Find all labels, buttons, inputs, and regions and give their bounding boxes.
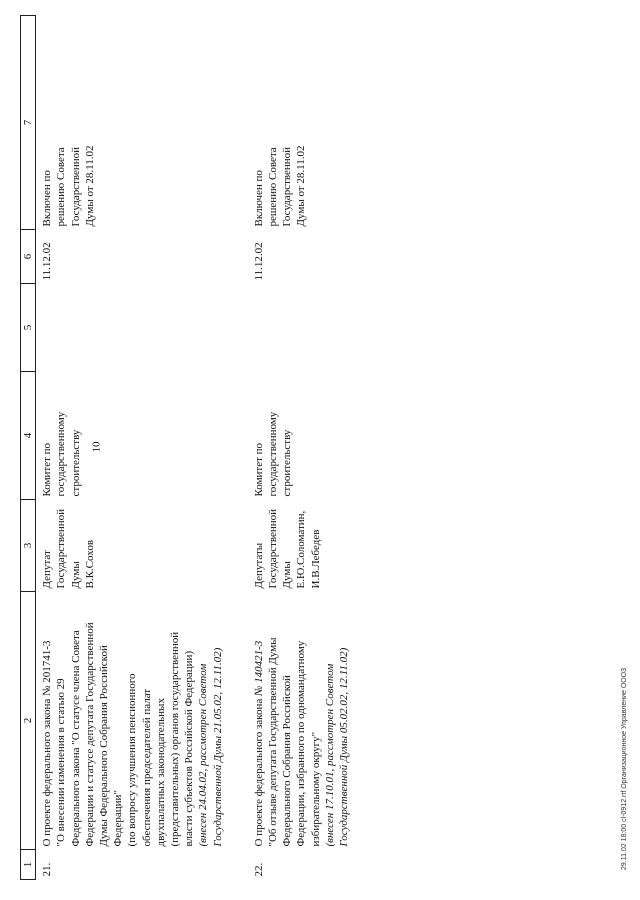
title-line bbox=[182, 595, 196, 847]
title-text: О проекте федерального закона bbox=[252, 696, 265, 847]
cell-line: И.В.Лебедев bbox=[309, 529, 322, 589]
cell-line: строительству bbox=[281, 429, 294, 497]
title-line bbox=[337, 595, 351, 847]
cell-line: Думы bbox=[69, 561, 82, 589]
column-header: 7 bbox=[21, 16, 36, 230]
table-header-row bbox=[21, 16, 36, 880]
title-text: Федерации, избранного по одномандатному bbox=[295, 640, 308, 847]
cell-line: государственному bbox=[266, 411, 279, 497]
cell-line: Государственной bbox=[69, 146, 82, 227]
column-header: 2 bbox=[21, 592, 36, 850]
title-line bbox=[69, 595, 83, 847]
responsible-committee bbox=[36, 372, 248, 500]
consideration-date: 11.12.02 bbox=[41, 242, 54, 281]
cell-line: Государственной bbox=[55, 508, 68, 589]
cell-line: решению Совета bbox=[266, 147, 279, 227]
cell-line: Комитет по bbox=[41, 442, 54, 497]
title-text: (представительных) органов государственной bbox=[169, 631, 182, 847]
title-line bbox=[280, 595, 294, 847]
column-5-cell bbox=[248, 284, 351, 372]
title-text: обеспечения председателей палат bbox=[140, 688, 153, 847]
title-text: Думы Федерального Собрания Российской bbox=[98, 645, 111, 847]
title-line bbox=[111, 595, 125, 847]
title-text: власти субъектов Российской Федерации) bbox=[183, 650, 196, 847]
bill-author bbox=[36, 500, 248, 592]
title-text: "О внесении изменения в статью 29 bbox=[55, 678, 68, 847]
title-italic-text: (внесен 24.04.02, рассмотрен Советом bbox=[197, 663, 210, 847]
cell-line: Государственной bbox=[266, 508, 279, 589]
row-number: 22. bbox=[252, 862, 265, 877]
title-line bbox=[140, 595, 154, 847]
cell-line: Включен по bbox=[41, 170, 54, 227]
document-footer: 29.11.02 18:00 cl-0912.rtf Организационное Управление ООО3 bbox=[621, 667, 628, 870]
title-text: О проекте федерального закона № 201741-3 bbox=[41, 640, 54, 847]
title-text: избирательному округу" bbox=[309, 731, 322, 847]
column-header: 3 bbox=[21, 500, 36, 592]
note-cell bbox=[36, 16, 248, 230]
title-line bbox=[323, 595, 337, 847]
title-line bbox=[309, 595, 323, 847]
title-text: (по вопросу улучшения пенсионного bbox=[126, 673, 139, 847]
cell-line: решению Совета bbox=[55, 147, 68, 227]
agenda-table bbox=[20, 16, 540, 880]
column-header: 1 bbox=[21, 850, 36, 880]
title-line bbox=[83, 595, 97, 847]
column-header: 4 bbox=[21, 372, 36, 500]
title-line bbox=[211, 595, 225, 847]
title-text: Федерального Собрания Российской bbox=[281, 675, 294, 847]
column-header: 6 bbox=[21, 230, 36, 284]
title-italic-text: (внесен 17.10.01, рассмотрен Советом bbox=[323, 663, 336, 847]
title-line bbox=[196, 595, 210, 847]
cell-line: Комитет по bbox=[252, 442, 265, 497]
table-row bbox=[36, 16, 248, 880]
title-line bbox=[154, 595, 168, 847]
title-line bbox=[266, 595, 280, 847]
note-cell bbox=[248, 16, 351, 230]
consideration-date: 11.12.02 bbox=[252, 242, 265, 281]
title-line bbox=[252, 595, 266, 847]
cell-line: Депутаты bbox=[252, 542, 265, 589]
column-header: 5 bbox=[21, 284, 36, 372]
cell-line: Включен по bbox=[252, 170, 265, 227]
cell-line: строительству bbox=[69, 429, 82, 497]
title-text: Федерации" bbox=[112, 790, 125, 847]
cell-line: В.К.Сохов bbox=[83, 539, 96, 589]
title-line bbox=[125, 595, 139, 847]
title-line bbox=[168, 595, 182, 847]
bill-author bbox=[248, 500, 351, 592]
page-number: 10 bbox=[90, 441, 103, 453]
bill-title bbox=[36, 592, 248, 850]
cell-line: Государственной bbox=[281, 146, 294, 227]
cell-line: Депутат bbox=[41, 550, 54, 589]
title-text: Федерального закона "О статусе члена Совета bbox=[69, 630, 82, 847]
title-italic-text: № 140421-3 bbox=[252, 640, 265, 697]
title-italic-text: Государственной Думы 21.05.02, 12.11.02) bbox=[211, 647, 224, 847]
table-row bbox=[248, 16, 351, 880]
title-text: "Об отзыве депутата Государственной Думы bbox=[266, 637, 279, 847]
title-line bbox=[40, 595, 54, 847]
bill-title bbox=[248, 592, 351, 850]
title-text: двухпалатных законодательных bbox=[154, 698, 167, 847]
cell-line: Думы от 28.11.02 bbox=[295, 145, 308, 227]
cell-line: государственному bbox=[55, 411, 68, 497]
cell-line: Е.Ю.Соломатин, bbox=[295, 510, 308, 589]
title-italic-text: Государственной Думы 05.02.02, 12.11.02) bbox=[337, 647, 350, 847]
row-number: 21. bbox=[41, 862, 54, 877]
cell-line: Думы bbox=[281, 561, 294, 589]
title-line bbox=[97, 595, 111, 847]
title-text: Федерации и статусе депутата Государственной bbox=[83, 622, 96, 847]
cell-line: Думы от 28.11.02 bbox=[83, 145, 96, 227]
column-5-cell bbox=[36, 284, 248, 372]
title-line bbox=[294, 595, 308, 847]
responsible-committee bbox=[248, 372, 351, 500]
title-line bbox=[54, 595, 68, 847]
